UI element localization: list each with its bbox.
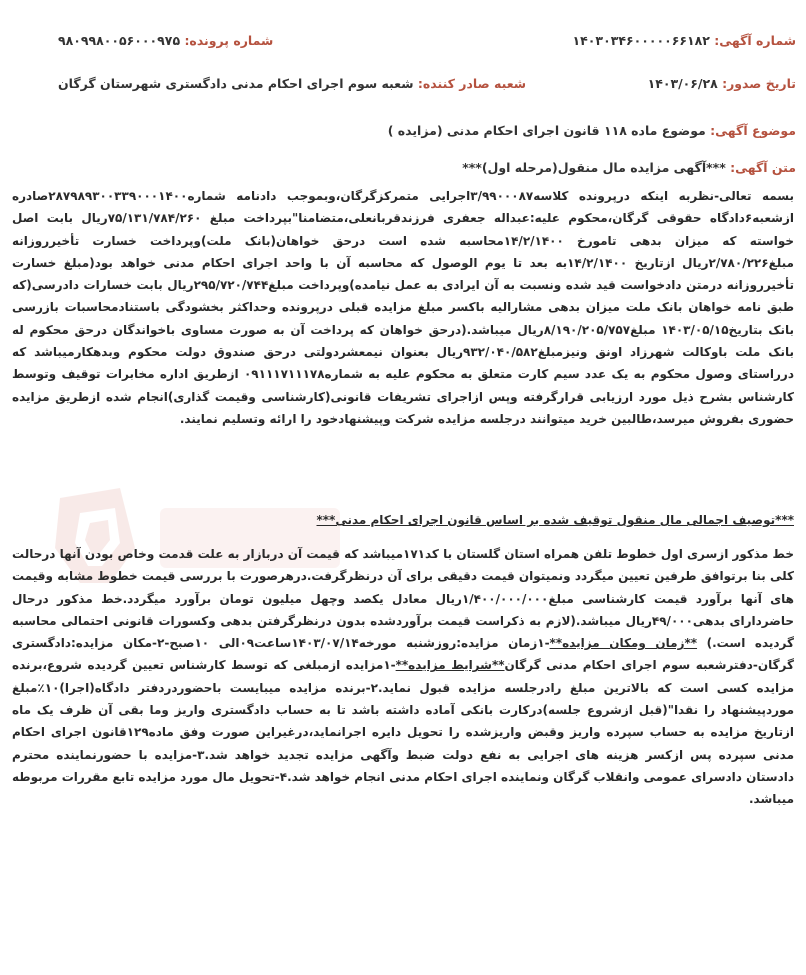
header-row-2 bbox=[10, 76, 796, 98]
issuing-branch-group bbox=[58, 76, 526, 91]
subject-value: موضوع ماده ۱۱۸ قانون اجرای احکام مدنی (مزایده ) bbox=[387, 123, 706, 138]
header-row-1 bbox=[10, 33, 796, 55]
text-heading-value: ***آگهی مزایده مال منقول(مرحله اول)*** bbox=[462, 160, 726, 175]
case-number-value: ۹۸۰۹۹۸۰۰۵۶۰۰۰۹۷۵ bbox=[58, 33, 181, 48]
subject-row bbox=[10, 123, 796, 145]
ad-number-label: شماره آگهی: bbox=[714, 33, 796, 48]
conditions-label: **شرایط مزایده** bbox=[395, 658, 505, 673]
issuing-branch-value: شعبه سوم اجرای احکام مدنی دادگستری شهرستان گرگان bbox=[58, 76, 414, 91]
time-place-label: **زمان ومکان مزایده** bbox=[549, 636, 698, 651]
ad-number-group bbox=[573, 33, 796, 48]
conditions-text: -۱مزایده ازمبلغی که توسط کارشناس تعیین گردیده شروع،برنده مزایده کسی است که بالاترین مبلغ رادرجلسه مزایده قبول نماید.۲-برنده مزایده میبایست باحضوردردفتر دادگاه(اجرا)۱۰٪مبلغ موردپیشنهاد را نقدا"(قبل ازشروع جلسه)درکارت بانکی آماده داشته باشد تا به حساب دادگستری واریز وما بقی آن ظرف یک ماه ازتاریخ مزایده به حساب سپرده واریز وقبض واریزشده را تحویل دایره اجرانماید،درغیراین صورت وفق ماده۱۲۹قانون اجرای احکام مدنی سپرده پس ازکسر هزینه های اجرایی به نفع دولت ضبط وآگهی مزایده تجدید خواهد شد.۳-مزایده با حضورنماینده محترم دادستان دادسرای عمومی وانقلاب گرگان ونماینده اجرای احکام مدنی انجام خواهد شد.۴-تحویل مال مورد مزایده تابع مقررات مربوطه میباشد. bbox=[12, 658, 795, 807]
issue-date-group bbox=[648, 76, 796, 91]
issue-date-value: ۱۴۰۳/۰۶/۲۸ bbox=[647, 76, 718, 91]
subject-group bbox=[388, 123, 796, 138]
notice-paragraph-1: بسمه تعالی-نظربه اینکه درپرونده کلاسه۳/۹۹۰۰۰۸۷اجرایی متمرکزگرگان،وبموجب دادنامه شماره۲۸۷۹۸۹۳۰۰۳۳۹۰۰۰۱۴۰۰صادره ازشعبه۶دادگاه حقوقی گرگان،محکوم علیه:عبداله جعفری فرزندقربانعلی،متضامنا"بپرداخت مبلغ ۷۵/۱۳۱/۷۸۴/۲۶۰ریال بابت اصل خواسته که میزان بدهی تامورخ ۱۴/۲/۱۴۰۰محاسبه شده است درحق خواهان(بانک ملت)وپرداخت خسارت تأخیرروزانه مبلغ۲/۷۸۰/۲۲۶ریال ازتاریخ ۱۴/۲/۱۴۰۰به بعد تا یوم الوصول که محاسبه آن با واحد اجرای احکام مدنی خواهد بود(مبلغ خسارت تأخیرروزانه درمتن دادخواست قید شده ونسبت به آن ایرادی به عمل نیامده)وپرداخت مبلغ۲۹۵/۷۲۰/۷۴۴ریال بابت خسارات دادرسی(که طبق نامه خواهان بانک ملت میزان بدهی مشارالیه باکسر مبلغ مزایده قبلی درپرونده وحداکثر بخشودگی باستنادمحاسبات بازرسی بانک بتاریخ۱۴۰۳/۰۵/۱۵ مبلغ۸/۱۹۰/۲۰۵/۷۵۷ریال میباشد.(درحق خواهان که پرداخت آن به صورت مساوی باخواندگان درحق محکوم له بانک ملت باوکالت شهرزاد اونق ونیزمبلغ۹۳۲/۰۴۰/۵۸۲ریال بعنوان نیمعشردولتی درحق صندوق دولت محکوم وبدهکارمیباشد که درراستای وصول محکوم به یک عدد سیم کارت متعلق به محکوم علیه به شماره۰۹۱۱۱۷۱۱۱۷۸ ازطریق اداره مخابرات توقیف وتوسط کارشناس بشرح ذیل مورد ارزیابی قرارگرفته وپس ازاجرای تشریفات قانونی(کارشناسی وقیمت گذاری)انجام شده ازطریق مزایده حضوری بفروش میرسد،طالبین خرید میتوانند درجلسه مزایده شرکت وپیشنهادخود را ارائه وتسلیم نمایند. bbox=[12, 189, 795, 426]
text-heading-label: متن آگهی: bbox=[730, 160, 796, 175]
property-description: خط مذکور ازسری اول خطوط تلفن همراه استان گلستان با کد۱۷۱میباشد که قیمت آن دربازار به علت قدمت وخاص بودن آنها درحالت کلی بنا برتوافق طرفین تعیین میگردد ونمیتوان قیمت دقیقی برای آن درنظرگرفت.درهرصورت با بررسی قیمت خطوط مشابه وقیمت های آنها برآورد قیمت کارشناسی مبلغ۱/۴۰۰/۰۰۰/۰۰۰ریال معادل یکصد وچهل میلیون تومان برآورد میگردد.خط مذکور درحال حاضردارای بدهی۴۹/۰۰۰ریال میباشد.(لازم به ذکراست قیمت برآوردشده بدون درنظرگرفتن بدهی وکسورات قانونی احتمالی محاسبه گردیده است.) bbox=[12, 547, 795, 651]
issue-date-label: تاریخ صدور: bbox=[722, 76, 796, 91]
text-heading-group bbox=[462, 160, 796, 175]
case-number-group bbox=[58, 33, 273, 48]
issuing-branch-label: شعبه صادر کننده: bbox=[417, 76, 527, 91]
description-title: ***توصیف اجمالی مال منقول توقیف شده بر اساس قانون اجرای احکام مدنی*** bbox=[316, 513, 794, 527]
time-place-text: -۱زمان مزایده:روزشنبه مورخه۱۴۰۳/۰۷/۱۴ساعت۰۹الی ۱۰صبح-۲-مکان مزایده:دادگستری گرگان-دفترشعبه سوم اجرای احکام مدنی گرگان bbox=[12, 636, 794, 673]
subject-label: موضوع آگهی: bbox=[710, 123, 796, 138]
ad-number-value: ۱۴۰۳۰۳۴۶۰۰۰۰۰۶۶۱۸۲ bbox=[572, 33, 710, 48]
case-number-label: شماره پرونده: bbox=[184, 33, 274, 48]
text-heading-row bbox=[10, 160, 796, 182]
notice-paragraph-2 bbox=[12, 543, 794, 811]
